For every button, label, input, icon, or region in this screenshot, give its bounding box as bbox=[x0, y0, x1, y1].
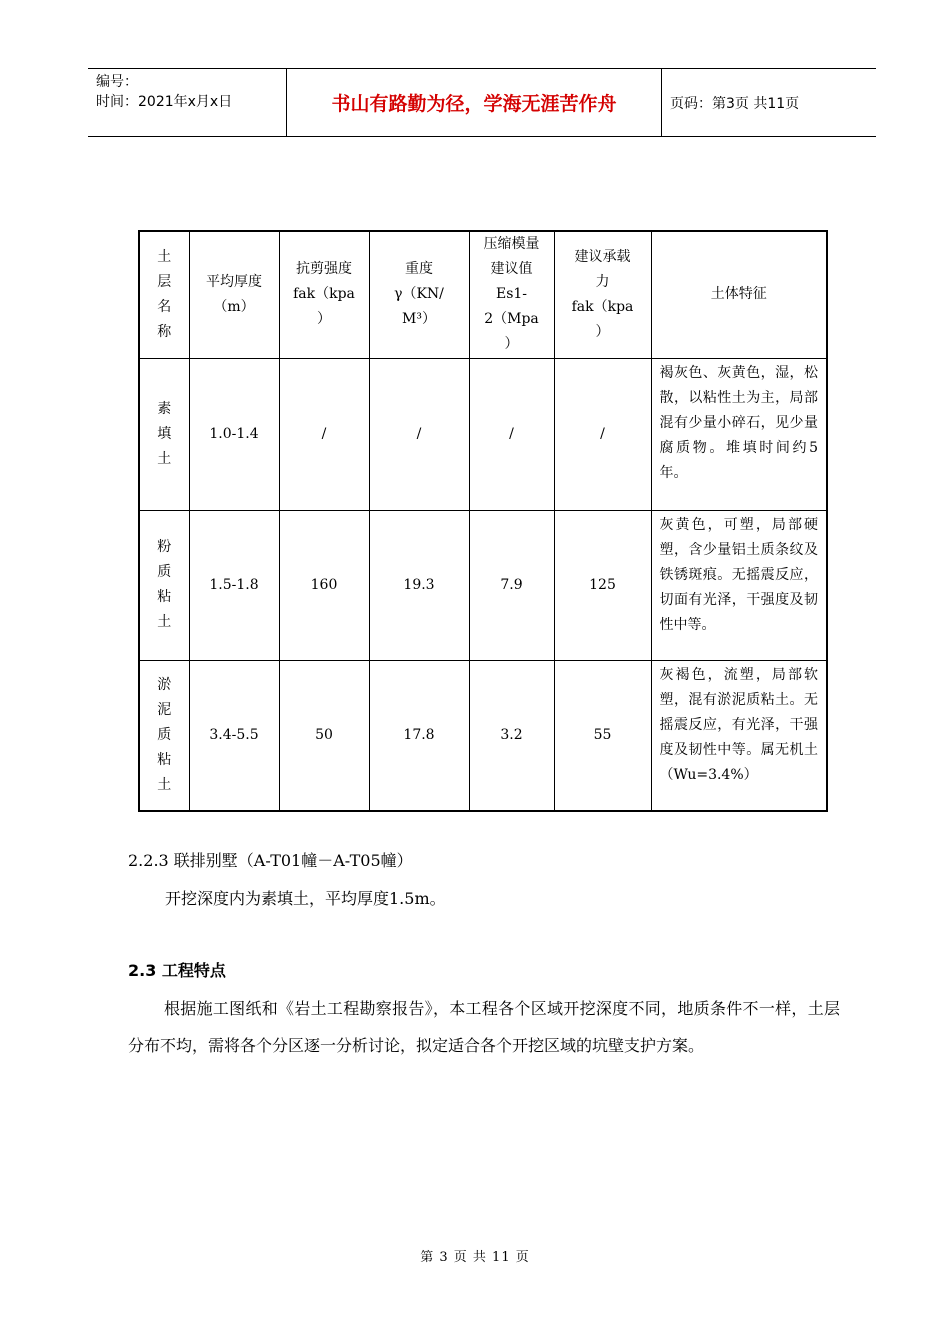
header-unit-weight: 重度 γ（KN/ M³） bbox=[369, 231, 469, 358]
header-time: 时间：2021年x月x日 bbox=[96, 94, 233, 110]
cell-description: 灰褐色，流塑，局部软塑，混有淤泥质粘土。无摇震反应，有光泽，干强度及韧性中等。属无机土（Wu=3.4%） bbox=[651, 660, 827, 811]
cell-weight: 19.3 bbox=[369, 510, 469, 660]
cell-thickness: 1.0-1.4 bbox=[189, 358, 279, 510]
cell-bearing: / bbox=[554, 358, 651, 510]
header-number: 编号： bbox=[96, 74, 138, 90]
table-row bbox=[139, 660, 827, 811]
page-footer: 第 3 页 共 11 页 bbox=[420, 1250, 530, 1265]
soil-properties-table bbox=[138, 230, 828, 812]
cell-modulus: 3.2 bbox=[469, 660, 554, 811]
cell-weight: / bbox=[369, 358, 469, 510]
cell-thickness: 3.4-5.5 bbox=[189, 660, 279, 811]
header-soil-characteristics: 土体特征 bbox=[651, 231, 827, 358]
soil-name: 素 填 土 bbox=[139, 358, 189, 510]
soil-name: 粉 质 粘 土 bbox=[139, 510, 189, 660]
cell-bearing: 55 bbox=[554, 660, 651, 811]
table-row bbox=[139, 510, 827, 660]
cell-shear: / bbox=[279, 358, 369, 510]
cell-thickness: 1.5-1.8 bbox=[189, 510, 279, 660]
header-motto: 书山有路勤为径，学海无涯苦作舟 bbox=[287, 69, 662, 136]
section-223-title: 2.2.3 联排别墅（A-T01幢－A-T05幢） bbox=[128, 851, 413, 870]
page-header bbox=[88, 68, 876, 137]
cell-modulus: 7.9 bbox=[469, 510, 554, 660]
cell-description: 褐灰色、灰黄色，湿，松散，以粘性土为主，局部混有少量小碎石，见少量腐质物。堆填时间约5年。 bbox=[651, 358, 827, 510]
table-header-row bbox=[139, 231, 827, 358]
header-compression-modulus: 压缩模量 建议值 Es1- 2（Mpa ） bbox=[469, 231, 554, 358]
header-meta bbox=[88, 69, 287, 136]
cell-shear: 160 bbox=[279, 510, 369, 660]
soil-name: 淤 泥 质 粘 土 bbox=[139, 660, 189, 811]
header-bearing-capacity: 建议承载 力 fak（kpa ） bbox=[554, 231, 651, 358]
section-223-text: 开挖深度内为素填土，平均厚度1.5m。 bbox=[165, 889, 446, 908]
cell-weight: 17.8 bbox=[369, 660, 469, 811]
header-avg-thickness: 平均厚度 （m） bbox=[189, 231, 279, 358]
cell-shear: 50 bbox=[279, 660, 369, 811]
header-page-number: 页码：第3页 共11页 bbox=[670, 95, 800, 112]
section-23-heading: 2.3 工程特点 bbox=[128, 961, 226, 980]
cell-bearing: 125 bbox=[554, 510, 651, 660]
header-soil-name: 土 层 名 称 bbox=[139, 231, 189, 358]
header-shear-strength: 抗剪强度 fak（kpa ） bbox=[279, 231, 369, 358]
cell-modulus: / bbox=[469, 358, 554, 510]
section-23-paragraph: 根据施工图纸和《岩土工程勘察报告》，本工程各个区域开挖深度不同，地质条件不一样，土层分布不均，需将各个分区逐一分析讨论，拟定适合各个开挖区域的坑壁支护方案。 bbox=[128, 999, 840, 1055]
cell-description: 灰黄色，可塑，局部硬塑，含少量铝土质条纹及铁锈斑痕。无摇震反应，切面有光泽，干强度及韧性中等。 bbox=[651, 510, 827, 660]
table-row bbox=[139, 358, 827, 510]
